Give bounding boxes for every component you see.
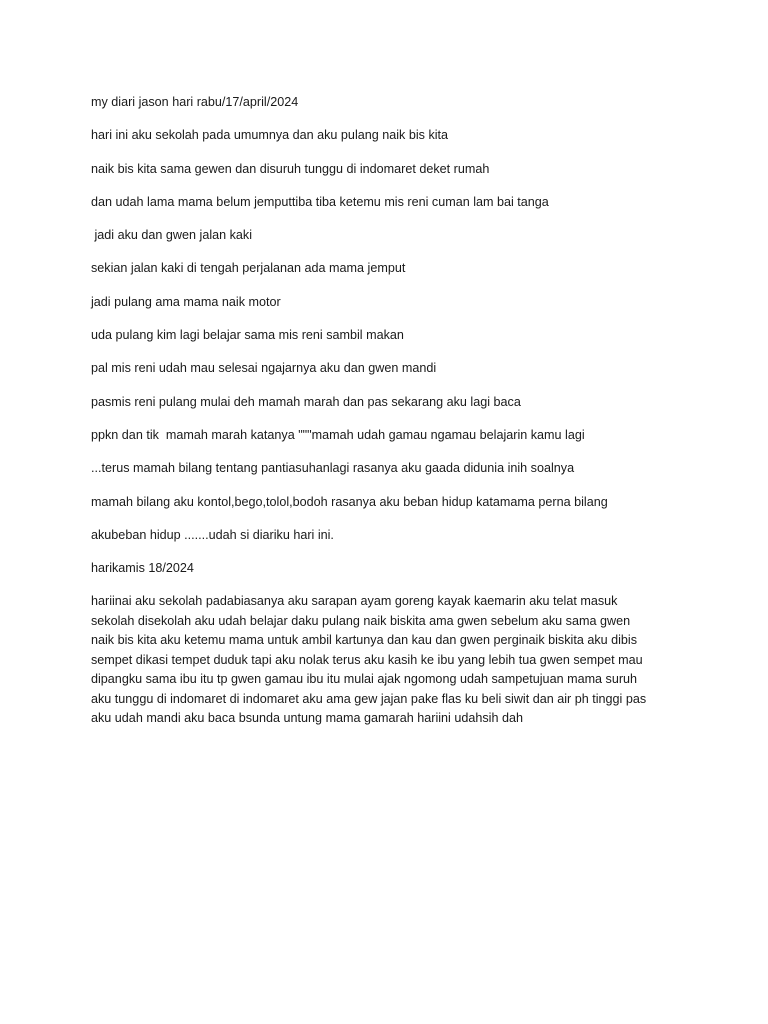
text-line: pasmis reni pulang mulai deh mamah marah dan pas sekarang aku lagi baca	[91, 394, 521, 409]
text-line: jadi aku dan gwen jalan kaki	[91, 228, 253, 243]
text-line: naik bis kita sama gewen dan disuruh tunggu di indomaret deket rumah	[91, 161, 490, 176]
text-line: pal mis reni udah mau selesai ngajarnya aku dan gwen mandi	[91, 361, 437, 376]
text-line: ppkn dan tik mamah marah katanya """mamah udah gamau ngamau belajarin kamu lagi	[91, 427, 585, 442]
text-line: jadi pulang ama mama naik motor	[91, 294, 281, 309]
text-line: akubeban hidup .......udah si diariku hari ini.	[91, 527, 334, 542]
text-line: hari ini aku sekolah pada umumnya dan aku pulang naik bis kita	[91, 128, 449, 143]
diary-title-line: my diari jason hari rabu/17/april/2024	[91, 95, 299, 109]
second-entry-paragraph: hariinai aku sekolah padabiasanya aku sarapan ayam goreng kayak kaemarin aku telat masuk sekolah disekolah aku udah belajar daku pulang naik biskita ama gwen sebelum aku sama gwen naik bis kita aku ketemu mama untuk ambil kartunya dan kau dan gwen perginaik biskita aku dibis sempet dikasi tempet duduk tapi aku nolak terus aku kasih ke ibu yang lebih tua gwen sempet mau dipangku sama ibu itu tp gwen gamau ibu itu mulai ajak ngomong udah sampetujuan mama suruh aku tunggu di indomaret di indomaret aku ama gew jajan pake flas ku beli siwit dan air ph tinggi pas aku udah mandi aku baca bsunda untung mama gamarah hariini udahsih dah	[91, 594, 647, 726]
text-line: mamah bilang aku kontol,bego,tolol,bodoh rasanya aku beban hidup katamama perna bilang	[91, 494, 608, 509]
document-body	[91, 93, 661, 729]
text-line: uda pulang kim lagi belajar sama mis reni sambil makan	[91, 328, 404, 343]
second-entry-date-line: harikamis 18/2024	[91, 561, 194, 576]
text-line: sekian jalan kaki di tengah perjalanan ada mama jemput	[91, 261, 406, 276]
text-line: ...terus mamah bilang tentang pantiasuhanlagi rasanya aku gaada didunia inih soalnya	[91, 461, 575, 476]
text-line: dan udah lama mama belum jemputtiba tiba ketemu mis reni cuman lam bai tanga	[91, 194, 549, 209]
